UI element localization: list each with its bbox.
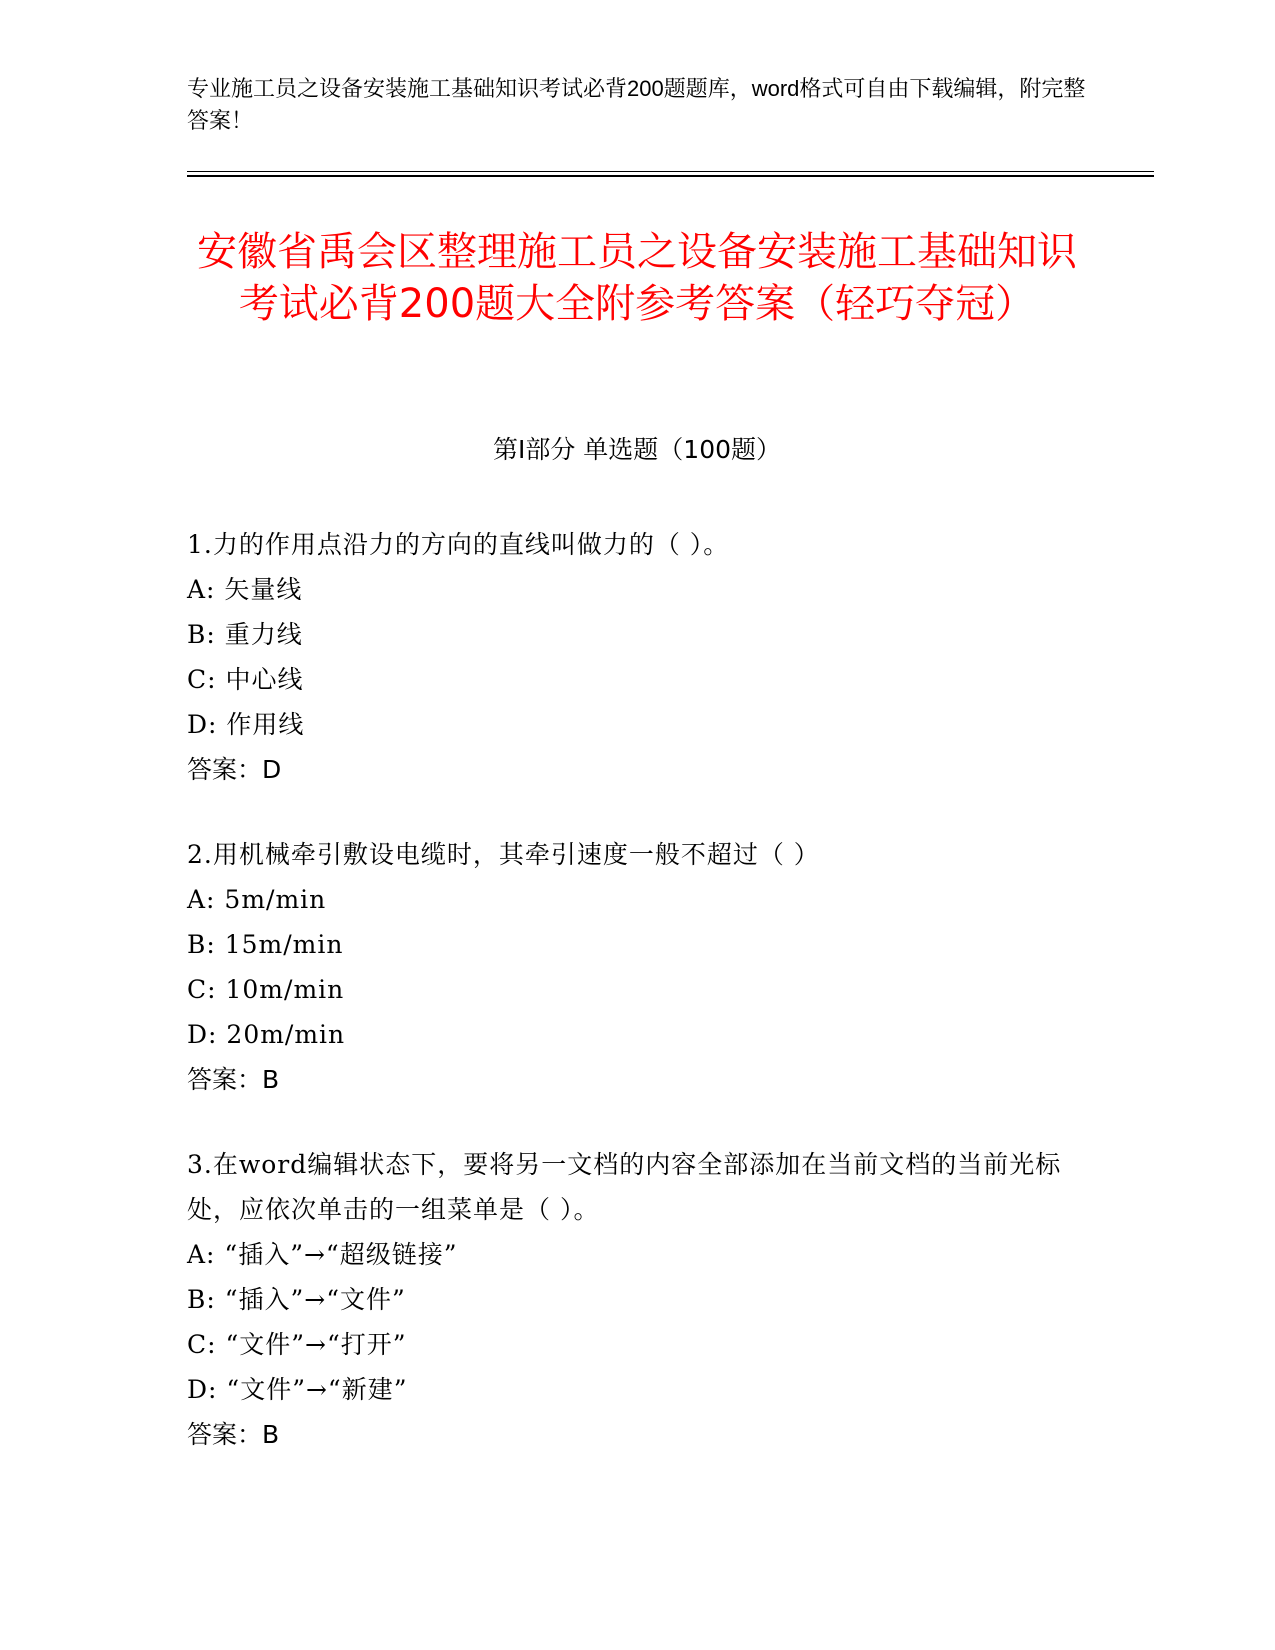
- answer: 答案：B: [187, 1065, 280, 1094]
- question-3: [187, 1142, 1087, 1457]
- document-title: 安徽省禹会区整理施工员之设备安装施工基础知识考试必背200题大全附参考答案（轻巧夺冠）: [197, 229, 1077, 327]
- option-a: A: “插入”→“超级链接”: [187, 1240, 458, 1269]
- answer: 答案：B: [187, 1420, 280, 1449]
- option-c: C: 10m/min: [187, 975, 345, 1004]
- option-d: D: “文件”→“新建”: [187, 1375, 408, 1404]
- header-divider-bottom: [187, 175, 1154, 177]
- header-divider-top: [187, 171, 1154, 172]
- question-stem: 3.在word编辑状态下，要将另一文档的内容全部添加在当前文档的当前光标处，应依次单击的一组菜单是（ ）。: [187, 1150, 1062, 1224]
- option-b: B: 15m/min: [187, 930, 344, 959]
- option-b: B: “插入”→“文件”: [187, 1285, 406, 1314]
- option-d: D: 作用线: [187, 710, 305, 739]
- option-a: A: 矢量线: [187, 575, 303, 604]
- section-title: 第I部分 单选题（100题）: [492, 435, 782, 464]
- option-d: D: 20m/min: [187, 1020, 346, 1049]
- question-stem: 2.用机械牵引敷设电缆时，其牵引速度一般不超过（ ）: [187, 840, 820, 869]
- option-b: B: 重力线: [187, 620, 303, 649]
- option-a: A: 5m/min: [187, 885, 327, 914]
- question-2: [187, 832, 1087, 1102]
- question-stem: 1.力的作用点沿力的方向的直线叫做力的（ ）。: [187, 530, 730, 559]
- answer: 答案：D: [187, 755, 282, 784]
- question-list: [187, 522, 1087, 1497]
- header-note: 专业施工员之设备安装施工基础知识考试必背200题题库，word格式可自由下载编辑，附完整答案！: [187, 76, 1086, 133]
- option-c: C: 中心线: [187, 665, 304, 694]
- option-c: C: “文件”→“打开”: [187, 1330, 407, 1359]
- question-1: [187, 522, 1087, 792]
